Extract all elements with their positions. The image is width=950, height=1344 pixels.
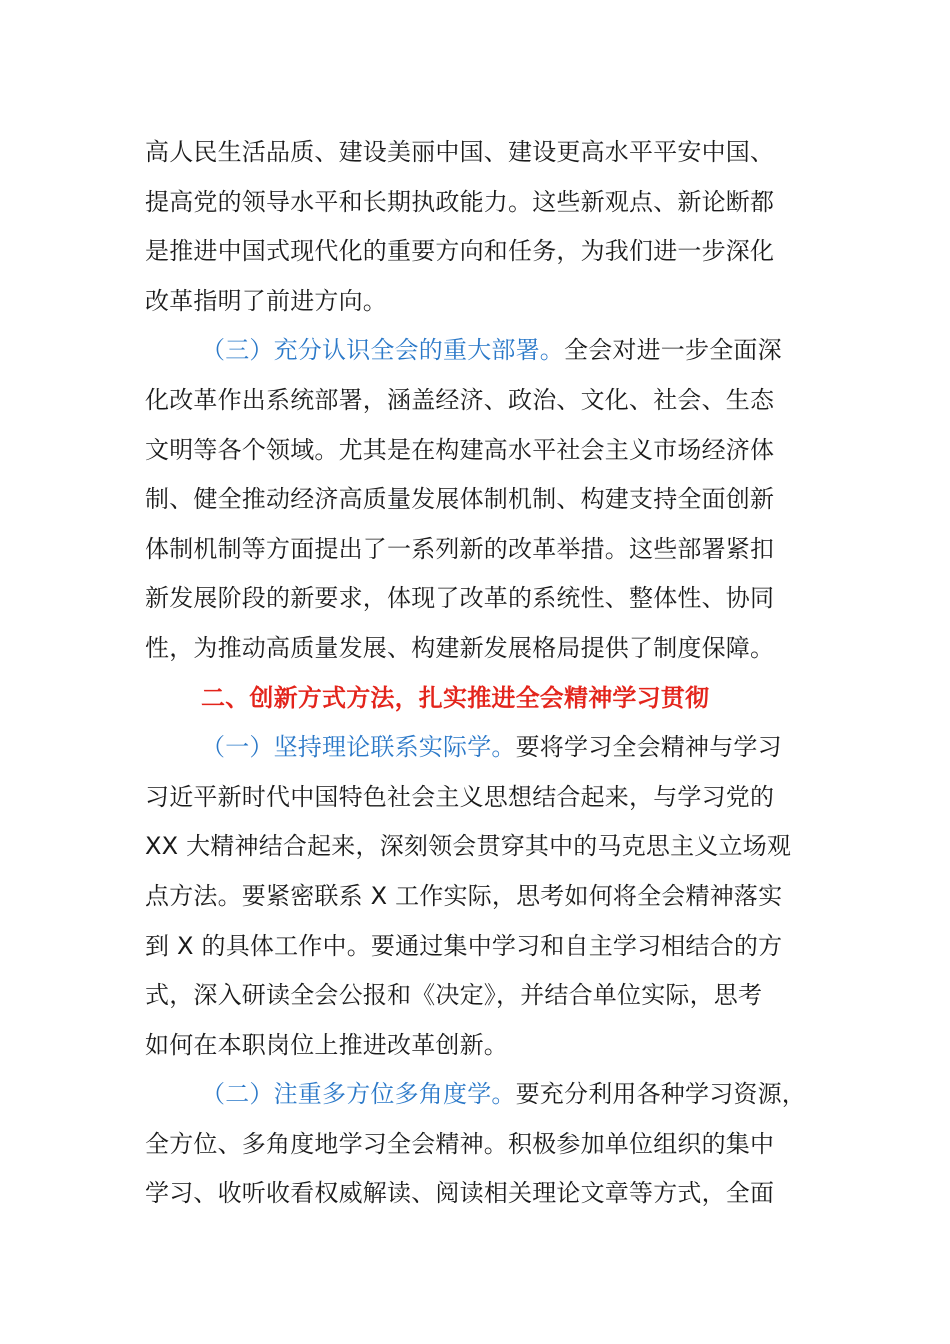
subsection-heading: （二）注重多方位多角度学。 (201, 1080, 516, 1109)
text-line (145, 326, 815, 376)
text-line: 习近平新时代中国特色社会主义思想结合起来，与学习党的 (145, 782, 775, 811)
text-line: 是推进中国式现代化的重要方向和任务，为我们进一步深化 (145, 237, 775, 266)
paragraph-section-2-2 (145, 1070, 815, 1219)
text-line (145, 1070, 815, 1120)
text-line: 提高党的领导水平和长期执政能力。这些新观点、新论断都 (145, 187, 775, 216)
text-line: XX 大精神结合起来，深刻领会贯穿其中的马克思主义立场观 (145, 832, 792, 861)
text-line: 制、健全推动经济高质量发展体制机制、构建支持全面创新 (145, 485, 775, 514)
text-line (145, 723, 815, 773)
paragraph-section-1-3 (145, 326, 815, 673)
text-line: 体制机制等方面提出了一系列新的改革举措。这些部署紧扣 (145, 534, 775, 563)
text-line: 学习、收听收看权威解读、阅读相关理论文章等方式，全面 (145, 1179, 775, 1208)
text-line: 如何在本职岗位上推进改革创新。 (145, 1030, 508, 1059)
text-line: 性，为推动高质量发展、构建新发展格局提供了制度保障。 (145, 633, 775, 662)
document-body (145, 128, 815, 1219)
subsection-heading: （三）充分认识全会的重大部署。 (201, 336, 564, 365)
text-run: 全会对进一步全面深 (564, 336, 782, 365)
section-heading: 二、创新方式方法，扎实推进全会精神学习贯彻 (201, 683, 710, 712)
text-line: 改革指明了前进方向。 (145, 286, 387, 315)
text-line: 式，深入研读全会公报和《决定》，并结合单位实际，思考 (145, 981, 763, 1010)
subsection-heading: （一）坚持理论联系实际学。 (201, 733, 516, 762)
text-line: 高人民生活品质、建设美丽中国、建设更高水平平安中国、 (145, 138, 775, 166)
text-line: 点方法。要紧密联系 X 工作实际，思考如何将全会精神落实 (145, 881, 783, 910)
text-line: 全方位、多角度地学习全会精神。积极参加单位组织的集中 (145, 1129, 775, 1158)
paragraph-section-2-1 (145, 723, 815, 1070)
text-line: 化改革作出系统部署，涵盖经济、政治、文化、社会、生态 (145, 385, 775, 414)
text-line: 文明等各个领域。尤其是在构建高水平社会主义市场经济体 (145, 435, 775, 464)
text-line: 新发展阶段的新要求，体现了改革的系统性、整体性、协同 (145, 584, 775, 613)
text-run: 要将学习全会精神与学习 (515, 733, 782, 762)
text-line: 到 X 的具体工作中。要通过集中学习和自主学习相结合的方 (145, 931, 783, 960)
paragraph-intro (145, 128, 815, 326)
text-run: 要充分利用各种学习资源， (515, 1080, 807, 1109)
